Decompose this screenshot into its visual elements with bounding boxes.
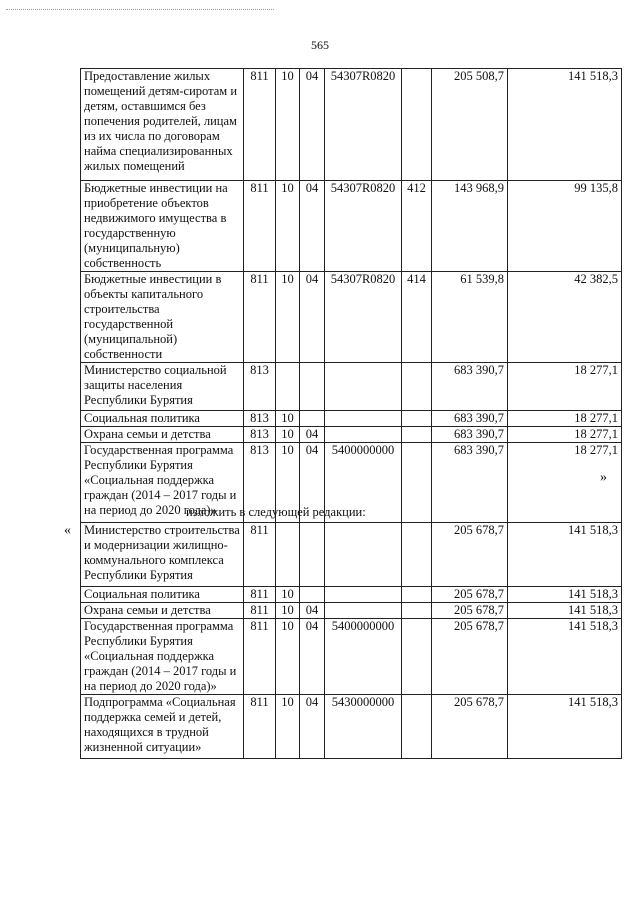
amount-year-2-cell: 18 277,1: [508, 363, 622, 411]
table-row: [81, 523, 622, 587]
target-article-cell: 54307R0820: [325, 272, 402, 363]
target-article-cell: 5400000000: [325, 619, 402, 695]
row-name-cell: Подпрограмма «Социальная поддержка семей и детей, находящихся в трудной жизненной ситуации»: [81, 695, 244, 759]
target-article-cell: [325, 363, 402, 411]
expense-type-cell: 414: [402, 272, 432, 363]
row-name-cell: Министерство социальной защиты населения Республики Бурятия: [81, 363, 244, 411]
section-code-cell: [276, 523, 300, 587]
section-code-cell: 10: [276, 411, 300, 427]
opening-quote: «: [64, 523, 71, 538]
row-name-cell: Социальная политика: [81, 411, 244, 427]
amount-year-1-cell: 683 390,7: [432, 411, 508, 427]
amount-year-2-cell: 99 135,8: [508, 181, 622, 272]
table-row: [81, 619, 622, 695]
expense-type-cell: [402, 523, 432, 587]
amount-year-2-cell: 42 382,5: [508, 272, 622, 363]
row-name-cell: Бюджетные инвестиции в объекты капитального строительства государственной (муниципальной) собственности: [81, 272, 244, 363]
expense-type-cell: [402, 695, 432, 759]
amount-year-2-cell: 141 518,3: [508, 603, 622, 619]
section-code-cell: [276, 363, 300, 411]
ministry-code-cell: 813: [244, 443, 276, 523]
table-row: [81, 695, 622, 759]
amount-year-2-cell: 141 518,3: [508, 523, 622, 587]
budget-table-original: [80, 68, 622, 523]
table-row: [81, 603, 622, 619]
subsection-code-cell: [300, 587, 325, 603]
section-code-cell: 10: [276, 427, 300, 443]
section-code-cell: 10: [276, 603, 300, 619]
ministry-code-cell: 811: [244, 619, 276, 695]
row-name-cell: Бюджетные инвестиции на приобретение объектов недвижимого имущества в государственную (муниципальную) собственность: [81, 181, 244, 272]
closing-quote: »: [600, 470, 607, 485]
ministry-code-cell: 813: [244, 411, 276, 427]
amount-year-2-cell: 18 277,1: [508, 411, 622, 427]
expense-type-cell: [402, 443, 432, 523]
amount-year-1-cell: 205 678,7: [432, 587, 508, 603]
ministry-code-cell: 813: [244, 363, 276, 411]
amount-year-1-cell: 683 390,7: [432, 363, 508, 411]
amount-year-1-cell: 205 678,7: [432, 619, 508, 695]
amount-year-2-cell: 141 518,3: [508, 619, 622, 695]
expense-type-cell: [402, 411, 432, 427]
table-row: [81, 272, 622, 363]
table-row: [81, 181, 622, 272]
ministry-code-cell: 811: [244, 587, 276, 603]
subsection-code-cell: 04: [300, 695, 325, 759]
table-row: [81, 427, 622, 443]
amount-year-1-cell: 205 678,7: [432, 603, 508, 619]
ministry-code-cell: 811: [244, 603, 276, 619]
subsection-code-cell: 04: [300, 69, 325, 181]
subsection-code-cell: [300, 523, 325, 587]
ministry-code-cell: 811: [244, 272, 276, 363]
target-article-cell: 54307R0820: [325, 69, 402, 181]
subsection-code-cell: [300, 363, 325, 411]
section-code-cell: 10: [276, 272, 300, 363]
header-rule: [6, 9, 274, 10]
section-code-cell: 10: [276, 695, 300, 759]
amendment-intro: изложить в следующей редакции:: [186, 505, 366, 519]
target-article-cell: 54307R0820: [325, 181, 402, 272]
table-row: [81, 69, 622, 181]
ministry-code-cell: 811: [244, 523, 276, 587]
amount-year-1-cell: 683 390,7: [432, 427, 508, 443]
expense-type-cell: [402, 69, 432, 181]
table-row: [81, 587, 622, 603]
budget-table-amended: [80, 522, 622, 759]
target-article-cell: [325, 411, 402, 427]
ministry-code-cell: 813: [244, 427, 276, 443]
amount-year-2-cell: 18 277,1: [508, 443, 622, 523]
subsection-code-cell: 04: [300, 272, 325, 363]
expense-type-cell: 412: [402, 181, 432, 272]
amount-year-1-cell: 61 539,8: [432, 272, 508, 363]
amount-year-1-cell: 143 968,9: [432, 181, 508, 272]
table-row: [81, 411, 622, 427]
target-article-cell: [325, 587, 402, 603]
expense-type-cell: [402, 603, 432, 619]
amount-year-1-cell: 205 678,7: [432, 695, 508, 759]
section-code-cell: 10: [276, 181, 300, 272]
ministry-code-cell: 811: [244, 69, 276, 181]
amount-year-2-cell: 141 518,3: [508, 69, 622, 181]
amount-year-1-cell: 205 508,7: [432, 69, 508, 181]
section-code-cell: 10: [276, 443, 300, 523]
target-article-cell: 5400000000: [325, 443, 402, 523]
page-number: 565: [311, 38, 329, 52]
row-name-cell: Государственная программа Республики Бурятия «Социальная поддержка граждан (2014 – 2017 годы и на период до 2020 года)»: [81, 619, 244, 695]
expense-type-cell: [402, 619, 432, 695]
subsection-code-cell: 04: [300, 427, 325, 443]
target-article-cell: [325, 427, 402, 443]
subsection-code-cell: 04: [300, 603, 325, 619]
section-code-cell: 10: [276, 69, 300, 181]
subsection-code-cell: [300, 411, 325, 427]
expense-type-cell: [402, 587, 432, 603]
subsection-code-cell: 04: [300, 619, 325, 695]
row-name-cell: Предоставление жилых помещений детям-сиротам и детям, оставшимся без попечения родителей, лицам из их числа по договорам найма специализированных жилых помещений: [81, 69, 244, 181]
target-article-cell: 5430000000: [325, 695, 402, 759]
subsection-code-cell: 04: [300, 443, 325, 523]
target-article-cell: [325, 523, 402, 587]
row-name-cell: Государственная программа Республики Бурятия «Социальная поддержка граждан (2014 – 2017 годы и на период до 2020 года)»: [81, 443, 244, 523]
subsection-code-cell: 04: [300, 181, 325, 272]
amount-year-2-cell: 141 518,3: [508, 587, 622, 603]
ministry-code-cell: 811: [244, 181, 276, 272]
amount-year-2-cell: 141 518,3: [508, 695, 622, 759]
row-name-cell: Охрана семьи и детства: [81, 427, 244, 443]
section-code-cell: 10: [276, 619, 300, 695]
row-name-cell: Охрана семьи и детства: [81, 603, 244, 619]
row-name-cell: Министерство строительства и модернизации жилищно-коммунального комплекса Республики Бурятия: [81, 523, 244, 587]
target-article-cell: [325, 603, 402, 619]
section-code-cell: 10: [276, 587, 300, 603]
amount-year-2-cell: 18 277,1: [508, 427, 622, 443]
expense-type-cell: [402, 427, 432, 443]
expense-type-cell: [402, 363, 432, 411]
table-row: [81, 363, 622, 411]
ministry-code-cell: 811: [244, 695, 276, 759]
amount-year-1-cell: 205 678,7: [432, 523, 508, 587]
amount-year-1-cell: 683 390,7: [432, 443, 508, 523]
row-name-cell: Социальная политика: [81, 587, 244, 603]
